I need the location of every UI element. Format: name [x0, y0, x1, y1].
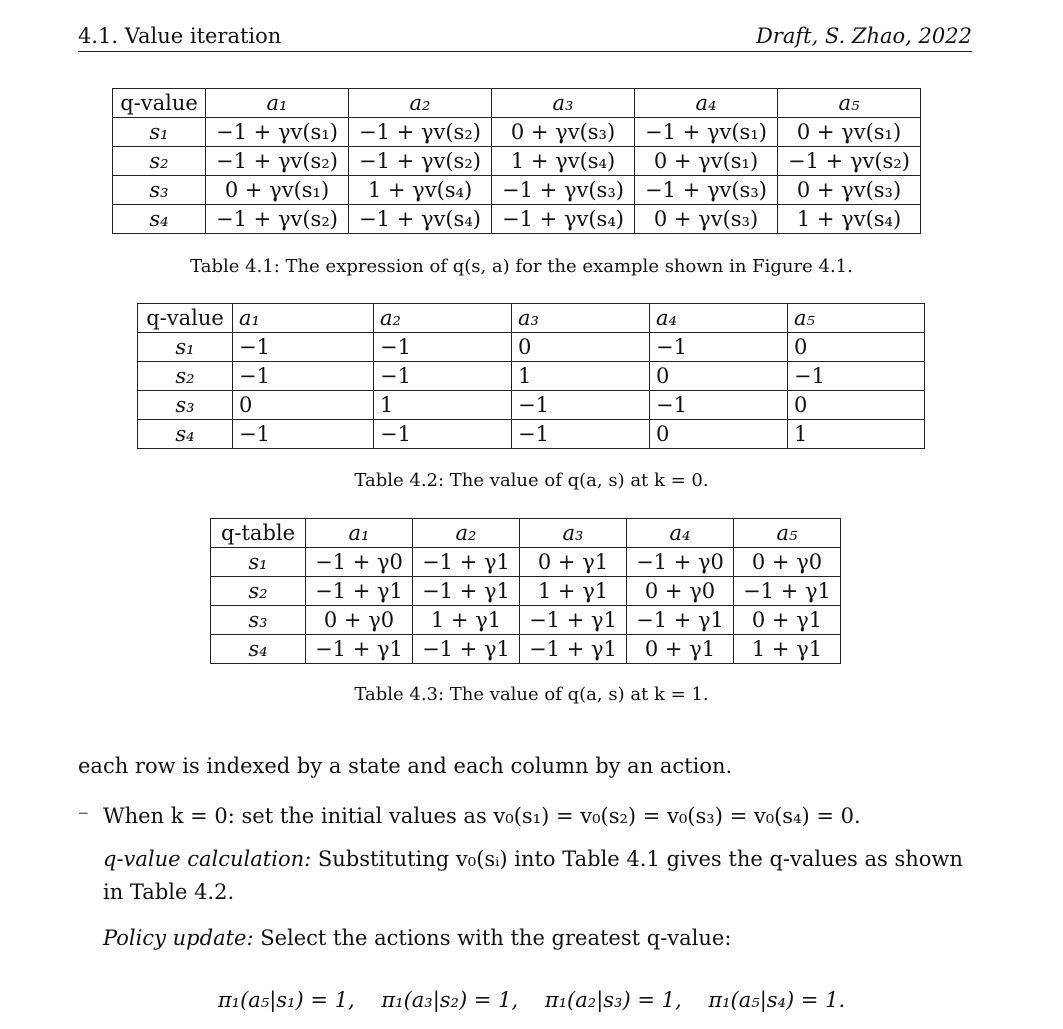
table-cell: −1 — [233, 362, 374, 391]
table-row — [113, 118, 921, 147]
table-cell: 0 + γv(s₁) — [635, 147, 778, 176]
row-header-state: s₁ — [113, 118, 206, 147]
table-caption: Table 4.1: The expression of q(s, a) for the example shown in Figure 4.1. — [190, 256, 853, 277]
table-4-3 — [210, 518, 841, 664]
row-header-state: s₂ — [113, 147, 206, 176]
table-row — [211, 548, 841, 577]
table-cell: 1 + γv(s₄) — [492, 147, 635, 176]
table-4-1 — [112, 88, 921, 234]
row-header-state: s₃ — [138, 391, 233, 420]
table-cell: −1 + γ1 — [413, 635, 520, 664]
table-header-row — [138, 304, 925, 333]
table-cell: −1 — [788, 362, 925, 391]
table-cell: −1 + γ0 — [627, 548, 734, 577]
column-header: a₂ — [374, 304, 512, 333]
table-cell: 0 + γ0 — [306, 606, 413, 635]
table-header-row — [211, 519, 841, 548]
column-header: a₄ — [650, 304, 788, 333]
table-row — [113, 176, 921, 205]
table-cell: −1 + γv(s₁) — [635, 118, 778, 147]
table-cell: 0 + γ1 — [520, 548, 627, 577]
row-header-state: s₁ — [211, 548, 306, 577]
table-cell: −1 + γ1 — [520, 635, 627, 664]
table-cell: 0 — [788, 333, 925, 362]
table-cell: 0 + γ1 — [627, 635, 734, 664]
column-header: a₅ — [778, 89, 921, 118]
column-header: a₄ — [635, 89, 778, 118]
bullet-item: When k = 0: set the initial values as v₀(s₁) = v₀(s₂) = v₀(s₃) = v₀(s₄) = 0. — [103, 804, 861, 828]
policy-equation: π₁(a₅|s₁) = 1, π₁(a₃|s₂) = 1, π₁(a₂|s₃) = 1, π₁(a₅|s₄) = 1. — [217, 988, 846, 1012]
table-cell: −1 — [233, 420, 374, 449]
table-cell: −1 + γ1 — [520, 606, 627, 635]
table-cell: 0 — [650, 362, 788, 391]
table-row — [138, 420, 925, 449]
column-header: a₄ — [627, 519, 734, 548]
policy-text: Select the actions with the greatest q-value: — [253, 926, 732, 950]
column-header: a₅ — [788, 304, 925, 333]
table-cell: −1 + γ1 — [306, 635, 413, 664]
row-header-state: s₃ — [211, 606, 306, 635]
table-cell: 0 — [233, 391, 374, 420]
table-cell: 0 + γv(s₃) — [492, 118, 635, 147]
table-cell: 1 + γ1 — [520, 577, 627, 606]
table-cell: 1 — [374, 391, 512, 420]
table-cell: 0 — [512, 333, 650, 362]
table-cell: −1 — [374, 420, 512, 449]
table-cell: −1 — [650, 391, 788, 420]
qcalc-label: q-value calculation: — [103, 847, 312, 871]
table-cell: 1 — [788, 420, 925, 449]
table-caption: Table 4.2: The value of q(a, s) at k = 0. — [354, 470, 709, 491]
table-row — [113, 205, 921, 234]
row-header-state: s₂ — [211, 577, 306, 606]
table-cell: −1 — [650, 333, 788, 362]
row-header-state: s₃ — [113, 176, 206, 205]
column-header: a₃ — [520, 519, 627, 548]
row-header-state: s₂ — [138, 362, 233, 391]
column-header: a₃ — [512, 304, 650, 333]
table-cell: −1 + γv(s₂) — [206, 147, 349, 176]
row-header-state: s₄ — [211, 635, 306, 664]
table-cell: −1 + γv(s₂) — [349, 147, 492, 176]
table-caption: Table 4.3: The value of q(a, s) at k = 1. — [354, 684, 709, 705]
table-cell: −1 + γ1 — [413, 548, 520, 577]
section-title: 4.1. Value iteration — [78, 24, 282, 48]
table-row — [138, 362, 925, 391]
qvalue-calculation-paragraph — [103, 843, 973, 909]
table-corner: q-table — [211, 519, 306, 548]
table-row — [138, 391, 925, 420]
table-cell: 0 + γv(s₁) — [778, 118, 921, 147]
column-header: a₁ — [206, 89, 349, 118]
table-cell: −1 + γ1 — [306, 577, 413, 606]
table-cell: 0 + γv(s₃) — [778, 176, 921, 205]
table-cell: −1 + γv(s₄) — [492, 205, 635, 234]
column-header: a₂ — [349, 89, 492, 118]
table-cell: −1 + γ1 — [627, 606, 734, 635]
table-cell: 0 — [788, 391, 925, 420]
table-cell: −1 + γ1 — [734, 577, 841, 606]
table-cell: −1 — [512, 391, 650, 420]
table-cell: 1 — [512, 362, 650, 391]
table-cell: 0 + γ0 — [627, 577, 734, 606]
table-cell: −1 + γv(s₃) — [492, 176, 635, 205]
table-cell: −1 — [512, 420, 650, 449]
column-header: a₅ — [734, 519, 841, 548]
table-cell: −1 + γ0 — [306, 548, 413, 577]
table-cell: −1 + γv(s₃) — [635, 176, 778, 205]
table-row — [113, 147, 921, 176]
table-cell: 1 + γ1 — [413, 606, 520, 635]
table-cell: −1 + γv(s₂) — [206, 205, 349, 234]
table-header-row — [113, 89, 921, 118]
table-corner: q-value — [138, 304, 233, 333]
table-cell: −1 + γv(s₂) — [349, 118, 492, 147]
table-row — [211, 606, 841, 635]
table-cell: −1 + γv(s₂) — [778, 147, 921, 176]
table-corner: q-value — [113, 89, 206, 118]
bullet-marker: – — [78, 800, 89, 824]
table-cell: 0 + γ0 — [734, 548, 841, 577]
qcalc-text: Substituting v₀(sᵢ) into Table 4.1 gives the q-values as shown in Table 4.2. — [103, 847, 963, 904]
row-header-state: s₄ — [113, 205, 206, 234]
row-header-state: s₁ — [138, 333, 233, 362]
table-cell: 0 — [650, 420, 788, 449]
column-header: a₃ — [492, 89, 635, 118]
table-cell: −1 + γ1 — [413, 577, 520, 606]
table-cell: −1 — [374, 333, 512, 362]
policy-update-paragraph — [103, 922, 973, 955]
table-cell: 0 + γv(s₁) — [206, 176, 349, 205]
table-cell: −1 + γv(s₁) — [206, 118, 349, 147]
running-head: Draft, S. Zhao, 2022 — [755, 24, 972, 48]
table-row — [138, 333, 925, 362]
column-header: a₁ — [306, 519, 413, 548]
table-cell: −1 + γv(s₄) — [349, 205, 492, 234]
table-cell: 1 + γv(s₄) — [778, 205, 921, 234]
paragraph: each row is indexed by a state and each column by an action. — [78, 754, 733, 778]
table-row — [211, 577, 841, 606]
table-cell: 0 + γ1 — [734, 606, 841, 635]
table-cell: 0 + γv(s₃) — [635, 205, 778, 234]
table-cell: 1 + γv(s₄) — [349, 176, 492, 205]
page-header — [78, 24, 972, 52]
table-cell: −1 — [233, 333, 374, 362]
column-header: a₂ — [413, 519, 520, 548]
table-cell: 1 + γ1 — [734, 635, 841, 664]
table-row — [211, 635, 841, 664]
policy-label: Policy update: — [103, 926, 254, 950]
row-header-state: s₄ — [138, 420, 233, 449]
column-header: a₁ — [233, 304, 374, 333]
table-4-2 — [137, 303, 925, 449]
table-cell: −1 — [374, 362, 512, 391]
